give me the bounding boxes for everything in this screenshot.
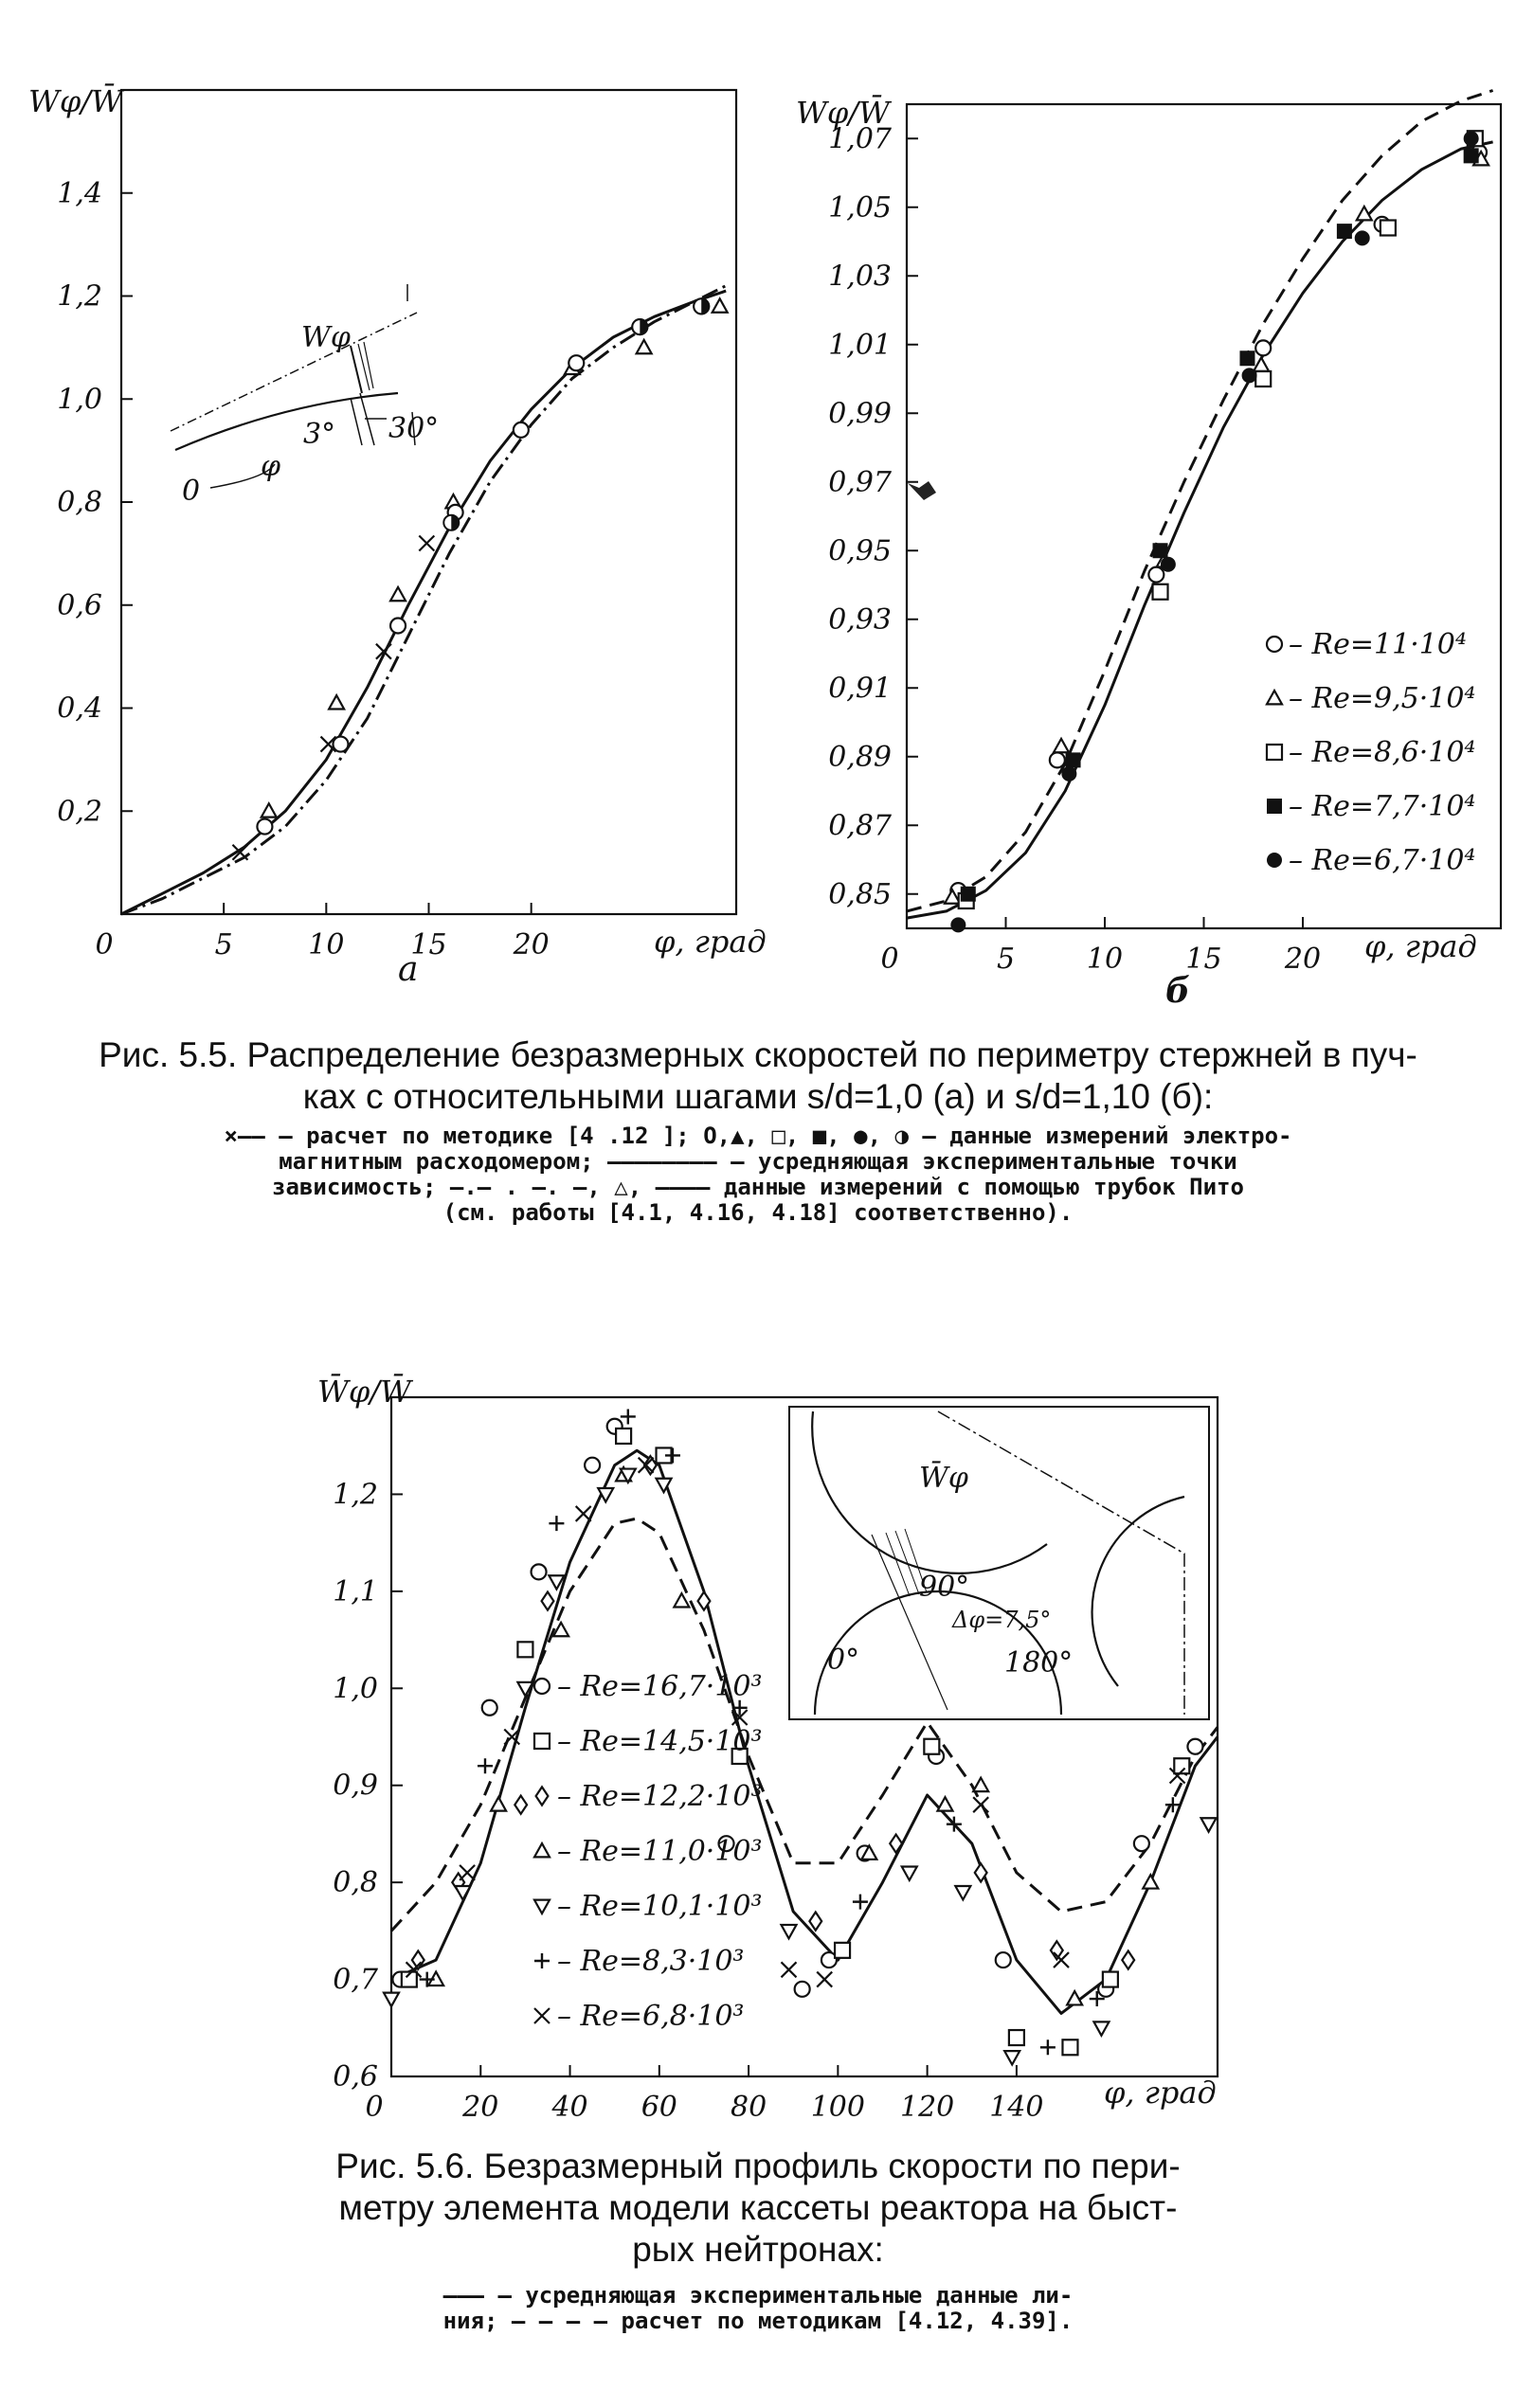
y-tick-label: 0,97 bbox=[828, 465, 892, 499]
data-point-circle bbox=[585, 1458, 600, 1473]
data-point-square bbox=[1062, 2040, 1077, 2055]
data-point-triangle bbox=[390, 587, 406, 601]
caption-legend-line4: (см. работы [4.1, 4.16, 4.18] соответственно). bbox=[442, 1199, 1074, 1226]
data-point-triangle-down bbox=[384, 1993, 399, 2006]
caption-legend-line3: зависимость; —.— . —. —, △, ———— данные измерений с помощью трубок Пито bbox=[272, 1174, 1244, 1200]
y-tick-label: 0,6 bbox=[57, 588, 102, 622]
caption-title-line1: Рис. 5.5. Распределение безразмерных скоростей по периметру стержней в пуч- bbox=[99, 1035, 1417, 1074]
data-point-x bbox=[460, 1865, 475, 1880]
y-tick-label: 0,95 bbox=[828, 534, 892, 568]
data-point-filled-circle bbox=[950, 917, 966, 932]
data-point-triangle bbox=[329, 695, 344, 709]
legend-entry: – Re=8,3·10³ bbox=[557, 1945, 745, 1978]
data-point-x bbox=[576, 1506, 591, 1521]
data-point-square bbox=[517, 1642, 532, 1657]
data-point-triangle-down bbox=[1093, 2022, 1109, 2035]
x-tick-label: 120 bbox=[899, 2091, 955, 2124]
y-tick-label: 0,9 bbox=[333, 1769, 378, 1803]
y-axis-label-b: Wφ/W̄ bbox=[796, 95, 890, 131]
data-point-square bbox=[1255, 371, 1271, 386]
x-tick-label: 20 bbox=[462, 2091, 499, 2124]
inset-delta: Δφ=7,5° bbox=[952, 1607, 1052, 1633]
x-tick-label: 40 bbox=[551, 2091, 588, 2124]
x-tick-label: 20 bbox=[513, 928, 550, 961]
y-tick-label: 1,0 bbox=[333, 1672, 378, 1706]
data-point-square bbox=[534, 1734, 550, 1749]
series-line-dashed bbox=[907, 91, 1493, 911]
inset-origin: 0 bbox=[182, 475, 201, 508]
legend-b bbox=[1267, 628, 1475, 877]
inset-label-90: 90° bbox=[919, 1571, 970, 1604]
data-point-triangle-down bbox=[955, 1886, 970, 1899]
y-tick-label: 1,05 bbox=[828, 190, 892, 225]
y-tick-label: 0,89 bbox=[828, 740, 892, 774]
caption2-title-line2: метру элемента модели кассеты реактора на быст- bbox=[338, 2188, 1178, 2227]
data-point-square bbox=[1153, 584, 1168, 600]
panel-label-b: б bbox=[1165, 971, 1190, 1011]
data-point-filled-circle bbox=[1161, 557, 1176, 572]
inset-angle-small: 3° bbox=[303, 418, 336, 451]
data-point-half-circle bbox=[632, 319, 647, 334]
x-tick-label: 15 bbox=[1185, 943, 1222, 976]
legend-entry: – Re=10,1·10³ bbox=[557, 1890, 763, 1923]
data-point-plus bbox=[549, 1516, 564, 1531]
data-point-filled-circle bbox=[1267, 853, 1282, 868]
y-tick-label: 0,91 bbox=[828, 672, 892, 706]
x-tick-label: 0 bbox=[95, 928, 114, 961]
data-point-plus bbox=[1040, 2040, 1056, 2055]
x-tick-label: 60 bbox=[641, 2091, 677, 2124]
data-point-circle bbox=[534, 1679, 550, 1694]
inset-label-180: 180° bbox=[1004, 1646, 1074, 1680]
x-tick-label: 80 bbox=[730, 2091, 767, 2124]
data-point-circle bbox=[1187, 1739, 1202, 1754]
data-point-triangle bbox=[1267, 691, 1282, 704]
y-tick-label: 0,8 bbox=[333, 1866, 378, 1900]
data-point-diamond bbox=[542, 1592, 554, 1610]
data-point-circle bbox=[532, 1564, 547, 1579]
legend-entry: – Re=11·10⁴ bbox=[1289, 628, 1467, 661]
data-point-diamond bbox=[536, 1787, 549, 1805]
data-point-square bbox=[924, 1739, 939, 1754]
legend-entry: – Re=9,5·10⁴ bbox=[1289, 682, 1476, 715]
x-tick-label: 0 bbox=[880, 943, 899, 976]
data-point-filled-circle bbox=[1242, 368, 1257, 383]
inset-label-0: 0° bbox=[827, 1644, 860, 1677]
y-tick-label: 0,87 bbox=[828, 809, 892, 843]
data-point-filled-square bbox=[1153, 543, 1168, 558]
data-point-filled-square bbox=[1267, 799, 1282, 814]
data-point-square bbox=[835, 1943, 850, 1958]
data-point-triangle bbox=[1054, 739, 1069, 752]
y-tick-label: 1,01 bbox=[828, 328, 892, 362]
data-point-plus bbox=[621, 1409, 636, 1424]
data-point-circle bbox=[390, 619, 406, 634]
data-point-x bbox=[419, 536, 434, 551]
panel-label-a: а bbox=[398, 950, 419, 989]
x-tick-label: 10 bbox=[308, 928, 345, 961]
data-point-circle bbox=[795, 1982, 810, 1997]
inset-angle-big: 30° bbox=[388, 412, 440, 445]
y-tick-label: 1,2 bbox=[333, 1478, 378, 1512]
y-axis-label-c: W̄φ/W̄ bbox=[317, 1374, 411, 1410]
data-point-triangle bbox=[1143, 1875, 1158, 1888]
chart-a bbox=[0, 0, 767, 1023]
caption-title-line2: ках с относительными шагами s/d=1,0 (a) и s/d=1,10 (б): bbox=[302, 1077, 1214, 1116]
inset-geometry-c bbox=[789, 1407, 1209, 1719]
y-tick-label: 0,85 bbox=[828, 877, 892, 911]
data-point-circle bbox=[1267, 637, 1282, 652]
x-tick-label: 100 bbox=[810, 2091, 865, 2124]
data-point-triangle-down bbox=[534, 1900, 550, 1914]
y-tick-label: 0,4 bbox=[57, 692, 102, 726]
data-point-square bbox=[616, 1429, 631, 1444]
y-tick-label: 1,4 bbox=[57, 176, 102, 210]
data-point-circle bbox=[1148, 567, 1164, 583]
data-point-triangle bbox=[491, 1797, 506, 1810]
data-point-x bbox=[782, 1962, 797, 1977]
legend-entry: – Re=8,6·10⁴ bbox=[1289, 736, 1476, 769]
data-point-triangle bbox=[553, 1623, 568, 1636]
data-point-circle bbox=[1050, 752, 1065, 767]
caption2-legend-line2: ния; — — — — расчет по методикам [4.12, 4.39]. bbox=[442, 2308, 1074, 2334]
x-tick-label: 140 bbox=[989, 2091, 1044, 2124]
legend-c bbox=[534, 1670, 763, 2033]
data-point-diamond bbox=[514, 1796, 527, 1814]
caption2-title-line1: Рис. 5.6. Безразмерный профиль скорости по пери- bbox=[335, 2147, 1181, 2185]
y-tick-label: 1,03 bbox=[828, 260, 892, 294]
data-point-plus bbox=[853, 1895, 868, 1910]
data-point-triangle bbox=[534, 1843, 550, 1857]
data-point-diamond bbox=[809, 1913, 821, 1931]
legend-entry: – Re=6,8·10³ bbox=[557, 2000, 745, 2033]
data-point-triangle-down bbox=[1201, 1818, 1217, 1831]
data-point-square bbox=[1103, 1972, 1118, 1987]
data-point-x bbox=[817, 1972, 832, 1987]
data-point-square bbox=[1381, 221, 1396, 236]
x-tick-label: 5 bbox=[996, 943, 1016, 976]
y-tick-label: 1,2 bbox=[57, 279, 102, 314]
x-tick-label: 0 bbox=[365, 2091, 384, 2124]
legend-entry: – Re=14,5·10³ bbox=[557, 1725, 763, 1758]
inset-phi: φ bbox=[261, 450, 281, 483]
data-point-circle bbox=[996, 1952, 1011, 1968]
data-point-square bbox=[1009, 2030, 1024, 2045]
data-point-triangle bbox=[262, 803, 277, 817]
data-point-filled-circle bbox=[1061, 766, 1076, 782]
data-point-circle bbox=[333, 737, 348, 752]
x-axis-label-b: φ, град bbox=[1364, 928, 1477, 964]
y-axis-label-a: Wφ/W̄ bbox=[28, 83, 122, 119]
data-point-plus bbox=[478, 1758, 493, 1773]
y-tick-label: 1,0 bbox=[57, 383, 102, 417]
caption2-legend-line1: ——— — усредняющая экспериментальные данные ли- bbox=[442, 2282, 1074, 2309]
data-point-filled-square bbox=[1066, 752, 1081, 767]
caption-legend-line2: магнитным расходомером; ———————— — усредняющая экспериментальные точки bbox=[279, 1148, 1237, 1175]
data-point-circle bbox=[1255, 340, 1271, 355]
caption-legend-line1: ×—— — расчет по методике [4 .12 ]; О,▲, □, ■, ●, ◑ — данные измерений электро- bbox=[224, 1123, 1292, 1149]
data-point-triangle-down bbox=[782, 1925, 797, 1938]
legend-entry: – Re=11,0·10³ bbox=[557, 1835, 763, 1868]
x-tick-label: 5 bbox=[214, 928, 233, 961]
chart-b bbox=[758, 0, 1516, 1023]
data-point-circle bbox=[568, 355, 584, 370]
legend-entry: – Re=16,7·10³ bbox=[557, 1670, 763, 1703]
y-tick-label: 0,93 bbox=[828, 602, 892, 637]
data-point-half-circle bbox=[443, 515, 459, 530]
data-point-x bbox=[534, 2008, 550, 2023]
data-point-triangle-down bbox=[902, 1867, 917, 1880]
legend-entry: – Re=12,2·10³ bbox=[557, 1780, 763, 1813]
legend-entry: – Re=6,7·10⁴ bbox=[1289, 844, 1476, 877]
data-point-square bbox=[1267, 745, 1282, 760]
data-point-half-circle bbox=[694, 298, 709, 314]
y-tick-label: 0,7 bbox=[333, 1963, 378, 1997]
caption2-title-line3: рых нейтронах: bbox=[632, 2230, 884, 2269]
x-axis-label-c: φ, град bbox=[1104, 2075, 1217, 2111]
data-point-filled-square bbox=[1239, 350, 1254, 366]
data-point-triangle-down bbox=[1004, 2051, 1020, 2064]
x-axis-label-a: φ, град bbox=[654, 924, 767, 960]
data-point-x bbox=[973, 1797, 988, 1812]
x-tick-label: 10 bbox=[1086, 943, 1124, 976]
inset-symbol-a: Wφ bbox=[301, 321, 351, 354]
legend-entry: – Re=7,7·10⁴ bbox=[1289, 790, 1476, 823]
data-point-triangle bbox=[1254, 358, 1269, 371]
data-point-diamond bbox=[1122, 1950, 1134, 1968]
data-point-triangle bbox=[674, 1593, 689, 1607]
data-point-circle bbox=[482, 1700, 497, 1716]
y-tick-label: 0,6 bbox=[333, 2060, 378, 2094]
y-tick-label: 1,07 bbox=[828, 122, 892, 156]
x-tick-label: 15 bbox=[410, 928, 447, 961]
data-point-filled-circle bbox=[1355, 230, 1370, 245]
y-tick-label: 0,2 bbox=[57, 795, 102, 829]
plot-frame-a bbox=[121, 90, 736, 914]
series-line-dashdot bbox=[121, 286, 726, 914]
arrow-marker bbox=[908, 481, 936, 500]
y-tick-label: 0,8 bbox=[57, 486, 102, 519]
data-point-circle bbox=[1134, 1836, 1149, 1851]
inset-sketch-a bbox=[171, 284, 439, 508]
data-point-triangle bbox=[937, 1797, 952, 1810]
data-point-triangle bbox=[713, 298, 728, 312]
data-point-filled-square bbox=[1337, 224, 1352, 239]
y-tick-label: 0,99 bbox=[828, 397, 892, 431]
chart-c bbox=[0, 1364, 1516, 2122]
data-point-plus bbox=[534, 1953, 550, 1968]
inset-symbol-c: W̄φ bbox=[919, 1462, 968, 1495]
data-point-filled-circle bbox=[1464, 131, 1479, 146]
data-point-filled-square bbox=[961, 887, 976, 902]
x-tick-label: 20 bbox=[1284, 943, 1322, 976]
data-point-circle bbox=[514, 422, 529, 438]
data-point-triangle bbox=[637, 340, 652, 353]
y-tick-label: 1,1 bbox=[333, 1574, 378, 1608]
data-point-circle bbox=[257, 819, 272, 835]
data-point-triangle bbox=[973, 1778, 988, 1791]
data-point-filled-square bbox=[1464, 148, 1479, 163]
